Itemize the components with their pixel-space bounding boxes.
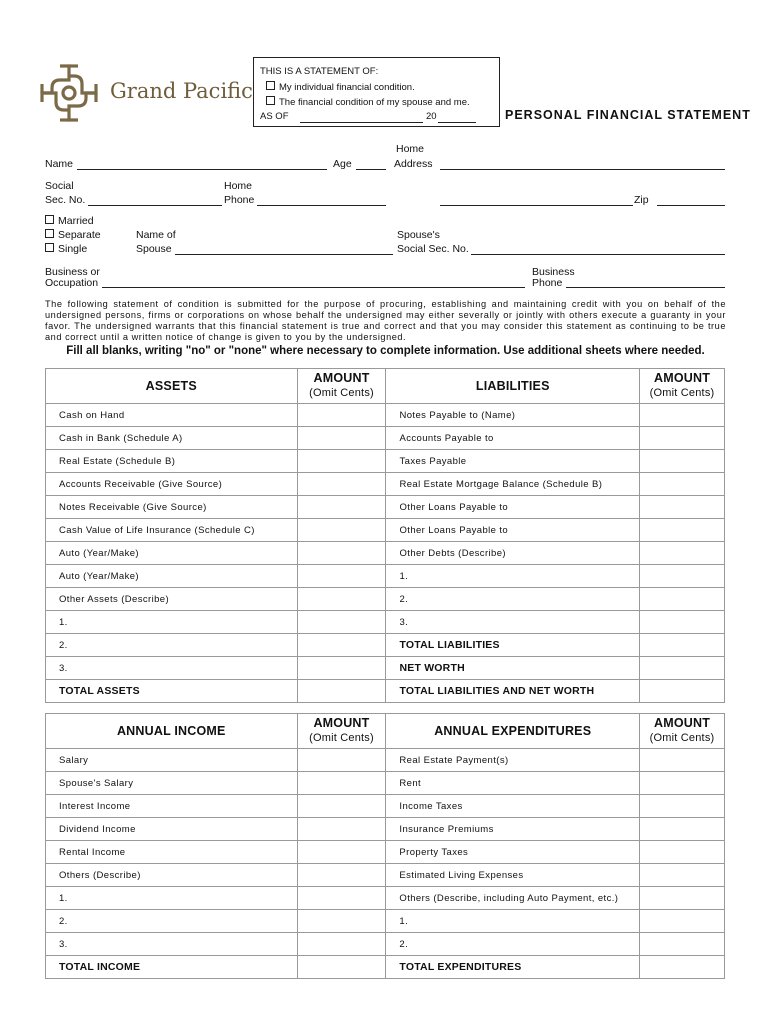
spouse-ssn-label: Social Sec. No. bbox=[397, 243, 469, 255]
amount-cell[interactable] bbox=[640, 450, 725, 473]
address-label: Address bbox=[394, 158, 433, 170]
row-label-right: Other Loans Payable to bbox=[386, 496, 640, 519]
row-label-right: TOTAL LIABILITIES AND NET WORTH bbox=[386, 680, 640, 703]
row-label-left: Interest Income bbox=[46, 795, 298, 818]
assets-header: ASSETS bbox=[46, 369, 298, 404]
amount-cell[interactable] bbox=[640, 634, 725, 657]
row-label-right: 1. bbox=[386, 910, 640, 933]
amount-cell[interactable] bbox=[297, 427, 386, 450]
row-label-left: Spouse's Salary bbox=[46, 772, 298, 795]
amount-cell[interactable] bbox=[640, 864, 725, 887]
row-label-right: Income Taxes bbox=[386, 795, 640, 818]
row-label-right: 1. bbox=[386, 565, 640, 588]
separate-option[interactable]: Separate bbox=[45, 229, 101, 241]
row-label-left: Other Assets (Describe) bbox=[46, 588, 298, 611]
table-row bbox=[46, 887, 725, 910]
checkbox-married[interactable] bbox=[45, 215, 54, 224]
occupation-label: Occupation bbox=[45, 277, 99, 289]
grand-pacific-logo bbox=[38, 62, 100, 124]
amount-cell[interactable] bbox=[640, 933, 725, 956]
business-phone-label: Phone bbox=[532, 277, 563, 289]
row-label-left: TOTAL ASSETS bbox=[46, 680, 298, 703]
statement-heading: THIS IS A STATEMENT OF: bbox=[260, 66, 379, 77]
row-label-left: 1. bbox=[46, 887, 298, 910]
amount-header: AMOUNT (Omit Cents) bbox=[297, 714, 386, 749]
table-row bbox=[46, 795, 725, 818]
amount-cell[interactable] bbox=[297, 818, 386, 841]
table-row bbox=[46, 933, 725, 956]
year-field[interactable] bbox=[438, 122, 476, 123]
row-label-right: 3. bbox=[386, 611, 640, 634]
single-option[interactable]: Single bbox=[45, 243, 87, 255]
checkbox-individual[interactable] bbox=[266, 81, 275, 90]
row-label-right: TOTAL LIABILITIES bbox=[386, 634, 640, 657]
amount-cell[interactable] bbox=[297, 542, 386, 565]
row-label-left: Notes Receivable (Give Source) bbox=[46, 496, 298, 519]
table-row bbox=[46, 657, 725, 680]
row-label-left: TOTAL INCOME bbox=[46, 956, 298, 979]
married-option[interactable]: Married bbox=[45, 215, 94, 227]
home-address-field[interactable] bbox=[440, 169, 725, 170]
row-label-left: Real Estate (Schedule B) bbox=[46, 450, 298, 473]
row-label-right: Insurance Premiums bbox=[386, 818, 640, 841]
spouse-label: Spouse bbox=[136, 243, 172, 255]
liabilities-header: LIABILITIES bbox=[386, 369, 640, 404]
row-label-left: 2. bbox=[46, 634, 298, 657]
row-label-left: 3. bbox=[46, 933, 298, 956]
amount-cell[interactable] bbox=[297, 864, 386, 887]
row-label-left: Cash on Hand bbox=[46, 404, 298, 427]
amount-cell[interactable] bbox=[640, 956, 725, 979]
assets-liabilities-table bbox=[45, 368, 725, 703]
table-row bbox=[46, 634, 725, 657]
address-line2-field[interactable] bbox=[440, 205, 633, 206]
row-label-right: Real Estate Mortgage Balance (Schedule B) bbox=[386, 473, 640, 496]
occupation-field[interactable] bbox=[102, 287, 525, 288]
amount-cell[interactable] bbox=[640, 404, 725, 427]
amount-cell[interactable] bbox=[640, 588, 725, 611]
age-field[interactable] bbox=[356, 169, 386, 170]
table-row bbox=[46, 588, 725, 611]
amount-cell[interactable] bbox=[297, 910, 386, 933]
table-row bbox=[46, 772, 725, 795]
annual-income-header: ANNUAL INCOME bbox=[46, 714, 298, 749]
row-label-right: 2. bbox=[386, 933, 640, 956]
amount-cell[interactable] bbox=[297, 841, 386, 864]
name-label: Name bbox=[45, 158, 74, 170]
annual-expenditures-header: ANNUAL EXPENDITURES bbox=[386, 714, 640, 749]
row-label-right: TOTAL EXPENDITURES bbox=[386, 956, 640, 979]
row-label-right: 2. bbox=[386, 588, 640, 611]
amount-cell[interactable] bbox=[297, 795, 386, 818]
amount-cell[interactable] bbox=[297, 588, 386, 611]
zip-label: Zip bbox=[634, 194, 649, 206]
as-of-label: AS OF bbox=[260, 111, 289, 122]
row-label-right: Property Taxes bbox=[386, 841, 640, 864]
row-label-right: Taxes Payable bbox=[386, 450, 640, 473]
row-label-right: Notes Payable to (Name) bbox=[386, 404, 640, 427]
amount-cell[interactable] bbox=[640, 496, 725, 519]
instruction-text: Fill all blanks, writing "no" or "none" where necessary to complete information. Use additional sheets where needed. bbox=[66, 345, 705, 357]
zip-field[interactable] bbox=[657, 205, 725, 206]
business-or-label: Business or bbox=[45, 266, 100, 278]
amount-cell[interactable] bbox=[297, 450, 386, 473]
business-label: Business bbox=[532, 266, 575, 278]
ssn-field[interactable] bbox=[88, 205, 222, 206]
amount-header: AMOUNT (Omit Cents) bbox=[297, 369, 386, 404]
table-row bbox=[46, 749, 725, 772]
checkbox-single[interactable] bbox=[45, 243, 54, 252]
amount-cell[interactable] bbox=[297, 749, 386, 772]
row-label-left: Cash in Bank (Schedule A) bbox=[46, 427, 298, 450]
amount-header: AMOUNT (Omit Cents) bbox=[640, 369, 725, 404]
table-row bbox=[46, 473, 725, 496]
amount-header: AMOUNT (Omit Cents) bbox=[640, 714, 725, 749]
name-field[interactable] bbox=[77, 169, 327, 170]
option-individual[interactable]: My individual financial condition. bbox=[266, 81, 415, 93]
amount-cell[interactable] bbox=[297, 634, 386, 657]
amount-cell[interactable] bbox=[297, 519, 386, 542]
amount-cell[interactable] bbox=[297, 680, 386, 703]
amount-cell[interactable] bbox=[640, 680, 725, 703]
row-label-right: Other Debts (Describe) bbox=[386, 542, 640, 565]
table-row bbox=[46, 450, 725, 473]
amount-cell[interactable] bbox=[640, 841, 725, 864]
table-row bbox=[46, 680, 725, 703]
row-label-left: Rental Income bbox=[46, 841, 298, 864]
amount-cell[interactable] bbox=[297, 887, 386, 910]
row-label-left: 3. bbox=[46, 657, 298, 680]
amount-cell[interactable] bbox=[640, 657, 725, 680]
amount-cell[interactable] bbox=[640, 519, 725, 542]
amount-cell[interactable] bbox=[297, 496, 386, 519]
row-label-right: Others (Describe, including Auto Payment, etc.) bbox=[386, 887, 640, 910]
amount-cell[interactable] bbox=[640, 611, 725, 634]
table-row bbox=[46, 427, 725, 450]
row-label-left: Accounts Receivable (Give Source) bbox=[46, 473, 298, 496]
table-row bbox=[46, 864, 725, 887]
row-label-left: Cash Value of Life Insurance (Schedule C) bbox=[46, 519, 298, 542]
row-label-left: Auto (Year/Make) bbox=[46, 565, 298, 588]
row-label-left: 1. bbox=[46, 611, 298, 634]
table-row bbox=[46, 611, 725, 634]
amount-cell[interactable] bbox=[297, 657, 386, 680]
amount-cell[interactable] bbox=[297, 933, 386, 956]
row-label-left: Dividend Income bbox=[46, 818, 298, 841]
amount-cell[interactable] bbox=[297, 611, 386, 634]
checkbox-joint[interactable] bbox=[266, 96, 275, 105]
row-label-right: Real Estate Payment(s) bbox=[386, 749, 640, 772]
age-label: Age bbox=[333, 158, 352, 170]
row-label-right: Rent bbox=[386, 772, 640, 795]
amount-cell[interactable] bbox=[640, 818, 725, 841]
amount-cell[interactable] bbox=[640, 887, 725, 910]
income-expenditures-table bbox=[45, 713, 725, 979]
statement-paragraph: The following statement of condition is submitted for the purpose of procuring, establishing and maintaining credit with you on behalf of the undersigned persons, firms or corporations on whose behalf the undersigned may either severally or jointly with others execute a guaranty in your favor. The undersigned warrants that this financial statement is true and correct and that you may consider this statement as continuing to be true and correct until a written notice of change is given to you by the undersigned. bbox=[45, 299, 726, 342]
name-of-label: Name of bbox=[136, 229, 176, 241]
table-row bbox=[46, 565, 725, 588]
row-label-left: 2. bbox=[46, 910, 298, 933]
amount-cell[interactable] bbox=[297, 565, 386, 588]
amount-cell[interactable] bbox=[297, 473, 386, 496]
amount-cell[interactable] bbox=[640, 427, 725, 450]
amount-cell[interactable] bbox=[640, 542, 725, 565]
year-prefix: 20 bbox=[426, 111, 437, 122]
row-label-right: Other Loans Payable to bbox=[386, 519, 640, 542]
amount-cell[interactable] bbox=[640, 772, 725, 795]
amount-cell[interactable] bbox=[640, 749, 725, 772]
as-of-date-field[interactable] bbox=[300, 122, 423, 123]
home-phone-label-2: Phone bbox=[224, 194, 255, 206]
row-label-right: Estimated Living Expenses bbox=[386, 864, 640, 887]
amount-cell[interactable] bbox=[640, 473, 725, 496]
table-row bbox=[46, 542, 725, 565]
home-phone-field[interactable] bbox=[257, 205, 386, 206]
option-joint[interactable]: The financial condition of my spouse and me. bbox=[266, 96, 470, 108]
table-row bbox=[46, 404, 725, 427]
amount-cell[interactable] bbox=[640, 795, 725, 818]
knot-emblem-icon bbox=[38, 62, 100, 124]
row-label-left: Others (Describe) bbox=[46, 864, 298, 887]
spouse-ssn-field[interactable] bbox=[471, 254, 725, 255]
amount-cell[interactable] bbox=[640, 565, 725, 588]
table-row bbox=[46, 496, 725, 519]
row-label-right: NET WORTH bbox=[386, 657, 640, 680]
sec-no-label: Sec. No. bbox=[45, 194, 86, 206]
table-row bbox=[46, 841, 725, 864]
checkbox-separate[interactable] bbox=[45, 229, 54, 238]
amount-cell[interactable] bbox=[297, 404, 386, 427]
row-label-right: Accounts Payable to bbox=[386, 427, 640, 450]
amount-cell[interactable] bbox=[640, 910, 725, 933]
row-label-left: Salary bbox=[46, 749, 298, 772]
brand-name: Grand Pacific bbox=[110, 79, 253, 103]
table-row bbox=[46, 818, 725, 841]
page-title: PERSONAL FINANCIAL STATEMENT bbox=[505, 108, 751, 122]
social-label: Social bbox=[45, 180, 74, 192]
row-label-left: Auto (Year/Make) bbox=[46, 542, 298, 565]
table-row bbox=[46, 519, 725, 542]
amount-cell[interactable] bbox=[297, 772, 386, 795]
spouses-label: Spouse's bbox=[397, 229, 440, 241]
home-phone-label-1: Home bbox=[224, 180, 253, 192]
statement-type-box bbox=[253, 57, 500, 127]
spouse-name-field[interactable] bbox=[175, 254, 393, 255]
home-label: Home bbox=[396, 143, 425, 155]
amount-cell[interactable] bbox=[297, 956, 386, 979]
table-row bbox=[46, 956, 725, 979]
table-row bbox=[46, 910, 725, 933]
business-phone-field[interactable] bbox=[566, 287, 725, 288]
